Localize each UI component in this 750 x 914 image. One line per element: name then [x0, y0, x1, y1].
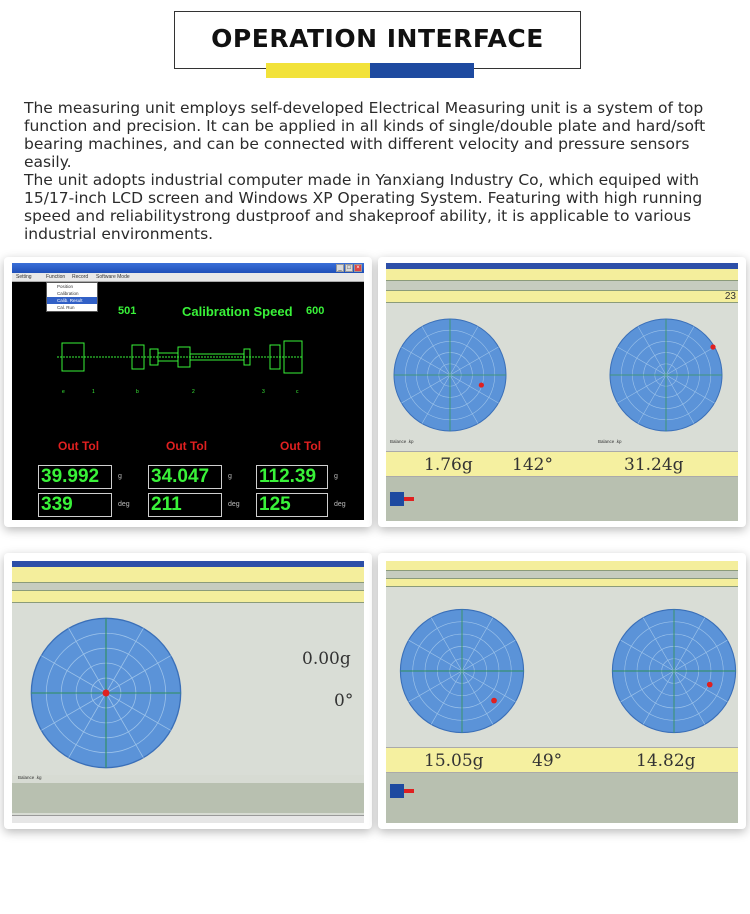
value-row: [386, 747, 738, 773]
corner-number: 23: [724, 291, 736, 302]
polar-plot: [26, 613, 186, 773]
minimize-button[interactable]: _: [336, 264, 344, 272]
shaft-label: e: [62, 389, 65, 395]
shaft-label: 2: [192, 389, 195, 395]
plot-caption: Balance .kg: [18, 775, 42, 780]
unbalance-marker: [707, 682, 713, 688]
function-dropdown: [46, 282, 98, 312]
weight-value: 0.00g: [302, 649, 351, 669]
single-plane-screen: [12, 561, 364, 823]
dropdown-item[interactable]: Position: [57, 284, 74, 289]
toolbar-row: [386, 561, 738, 571]
left-weight-value: 15.05g: [424, 751, 484, 771]
page-title: OPERATION INTERFACE: [211, 23, 544, 53]
plane-1-status: Out Tol: [58, 439, 100, 453]
unbalance-marker: [479, 382, 484, 387]
dropdown-item[interactable]: Calibration: [57, 291, 79, 296]
menu-software-mode[interactable]: Software Mode: [96, 274, 130, 280]
plane-3-angle-unit: deg: [334, 501, 346, 508]
window-titlebar: [12, 263, 364, 273]
plane-3-weight: 112.39: [256, 465, 328, 489]
unbalance-marker: [710, 344, 715, 349]
menu-bar: [12, 273, 364, 282]
toolbar-row: [386, 269, 738, 281]
shaft-label: c: [296, 389, 299, 395]
plane-3-status: Out Tol: [280, 439, 322, 453]
screenshot-card-4: [378, 553, 746, 829]
polar-plot-left: [396, 605, 528, 737]
maximize-button[interactable]: □: [345, 264, 353, 272]
title-accent-yellow: [266, 63, 370, 78]
right-plot-caption: Balance .kp: [598, 439, 622, 444]
dropdown-item-selected[interactable]: Calib. Result: [47, 297, 97, 304]
machine-panel: [386, 477, 738, 521]
calibration-speed-label: Calibration Speed: [182, 304, 293, 319]
polar-plot-right: [606, 315, 726, 435]
machine-panel: [386, 773, 738, 823]
header-row: [386, 571, 738, 579]
shaft-label: 3: [262, 389, 265, 395]
unbalance-marker: [103, 690, 110, 697]
menu-setting[interactable]: Setting: [16, 274, 32, 280]
plane-2-status: Out Tol: [166, 439, 208, 453]
motor-icon: [390, 489, 414, 509]
calibration-screen: [12, 263, 364, 520]
header-row: [386, 281, 738, 291]
intro-paragraph-2: The unit adopts industrial computer made in Yanxiang Industry Co, which equiped with 15/17-inch LCD screen and Windows XP Operating System. Featuring with high running speed and reliabilitystrong dustproof and shakeproof ability, it is applicable to various industrial environments.: [24, 171, 703, 243]
value-row: [386, 451, 738, 477]
shaft-label: b: [136, 389, 139, 395]
polar-plot-right: [608, 605, 738, 737]
plane-1-angle-unit: deg: [118, 501, 130, 508]
angle-value: 0°: [334, 691, 354, 711]
plane-1-weight-unit: g: [118, 473, 122, 480]
shaft-label: 1: [92, 389, 95, 395]
unbalance-marker: [491, 698, 497, 704]
polar-plot-left: [390, 315, 510, 435]
run-counter: 501: [118, 305, 137, 317]
column-row: [386, 579, 738, 587]
plane-2-angle-unit: deg: [228, 501, 240, 508]
plane-2-angle: 211: [148, 493, 222, 517]
left-plot-caption: Balance .kp: [390, 439, 414, 444]
right-weight-value: 14.82g: [636, 751, 696, 771]
calibration-speed-value: 600: [306, 305, 325, 317]
dual-plane-screen-2: [386, 561, 738, 823]
column-row: [386, 291, 738, 303]
close-button[interactable]: ×: [354, 264, 362, 272]
screenshot-card-3: [4, 553, 372, 829]
dual-plane-screen: [386, 263, 738, 521]
menu-record[interactable]: Record: [72, 274, 89, 280]
machine-panel: [12, 783, 364, 813]
left-weight-value: 1.76g: [424, 455, 473, 475]
intro-paragraph-1: The measuring unit employs self-developed Electrical Measuring unit is a system of top function and precision. It can be applied in all kinds of single/double plate and hard/soft bearing machines, and can be connected with different velocity and pressure sensors easily.: [24, 99, 706, 171]
plane-2-weight: 34.047: [148, 465, 222, 489]
right-weight-value: 31.24g: [624, 455, 684, 475]
plane-3-angle: 125: [256, 493, 328, 517]
screenshot-card-2: [378, 257, 746, 527]
status-bar: [12, 815, 364, 823]
plane-1-weight: 39.992: [38, 465, 112, 489]
column-row: [12, 591, 364, 603]
motor-icon: [390, 781, 414, 801]
plane-1-angle: 339: [38, 493, 112, 517]
plane-3-weight-unit: g: [334, 473, 338, 480]
title-box: [174, 11, 581, 69]
title-accent-blue: [370, 63, 474, 78]
plane-2-weight-unit: g: [228, 473, 232, 480]
dropdown-item[interactable]: Cal. Run: [57, 305, 75, 310]
header-row: [12, 583, 364, 591]
left-angle-value: 49°: [532, 751, 563, 771]
toolbar-row: [12, 567, 364, 583]
menu-function[interactable]: Function: [46, 274, 66, 280]
screenshot-card-1: [4, 257, 372, 527]
left-angle-value: 142°: [512, 455, 553, 475]
